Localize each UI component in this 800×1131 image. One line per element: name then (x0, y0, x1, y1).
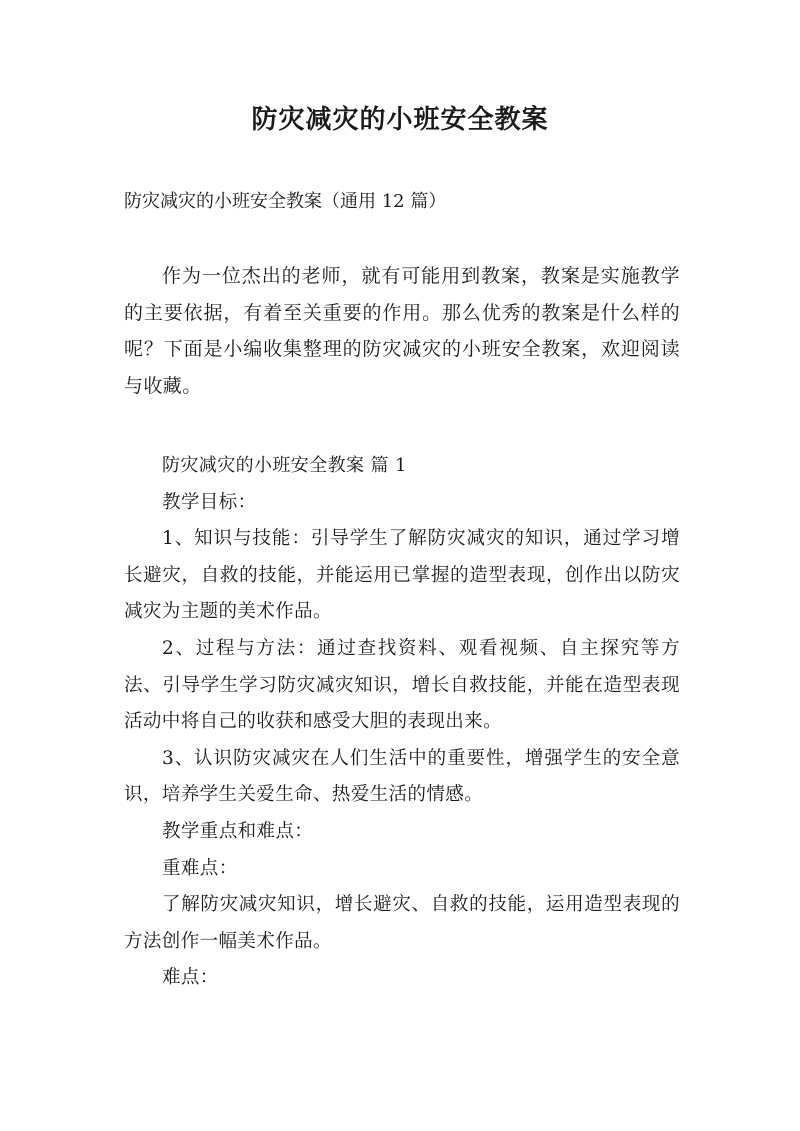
goal-2-paragraph: 2、过程与方法：通过查找资料、观看视频、自主探究等方法、引导学生学习防灾减灾知识，增长自救技能，并能在造型表现活动中将自己的收获和感受大胆的表现出来。 (124, 637, 680, 733)
focus-label: 教学重点和难点： (162, 820, 314, 842)
key-points-label: 重难点： (162, 857, 238, 879)
document-title: 防灾减灾的小班安全教案 (251, 105, 549, 135)
document-subtitle: 防灾减灾的小班安全教案（通用 12 篇） (124, 191, 447, 212)
goals-label: 教学目标： (162, 491, 257, 513)
article-section (124, 448, 680, 997)
intro-paragraph: 作为一位杰出的老师，就有可能用到教案，教案是实施教学的主要依据，有着至关重要的作用。那么优秀的教案是什么样的呢？下面是小编收集整理的防灾减灾的小班安全教案，欢迎阅读与收藏。 (124, 265, 680, 397)
difficulty-label: 难点： (162, 967, 219, 989)
key-points-paragraph: 了解防灾减灾知识，增长避灾、自救的技能，运用造型表现的方法创作一幅美术作品。 (124, 894, 680, 952)
goal-1-paragraph: 1、知识与技能：引导学生了解防灾减灾的知识，通过学习增长避灾，自救的技能，并能运用已掌握的造型表现，创作出以防灾减灾为主题的美术作品。 (124, 528, 680, 623)
article-heading: 防灾减灾的小班安全教案 篇 1 (162, 455, 407, 476)
goal-3-paragraph: 3、认识防灾减灾在人们生活中的重要性，增强学生的安全意识，培养学生关爱生命、热爱生活的情感。 (124, 747, 680, 806)
